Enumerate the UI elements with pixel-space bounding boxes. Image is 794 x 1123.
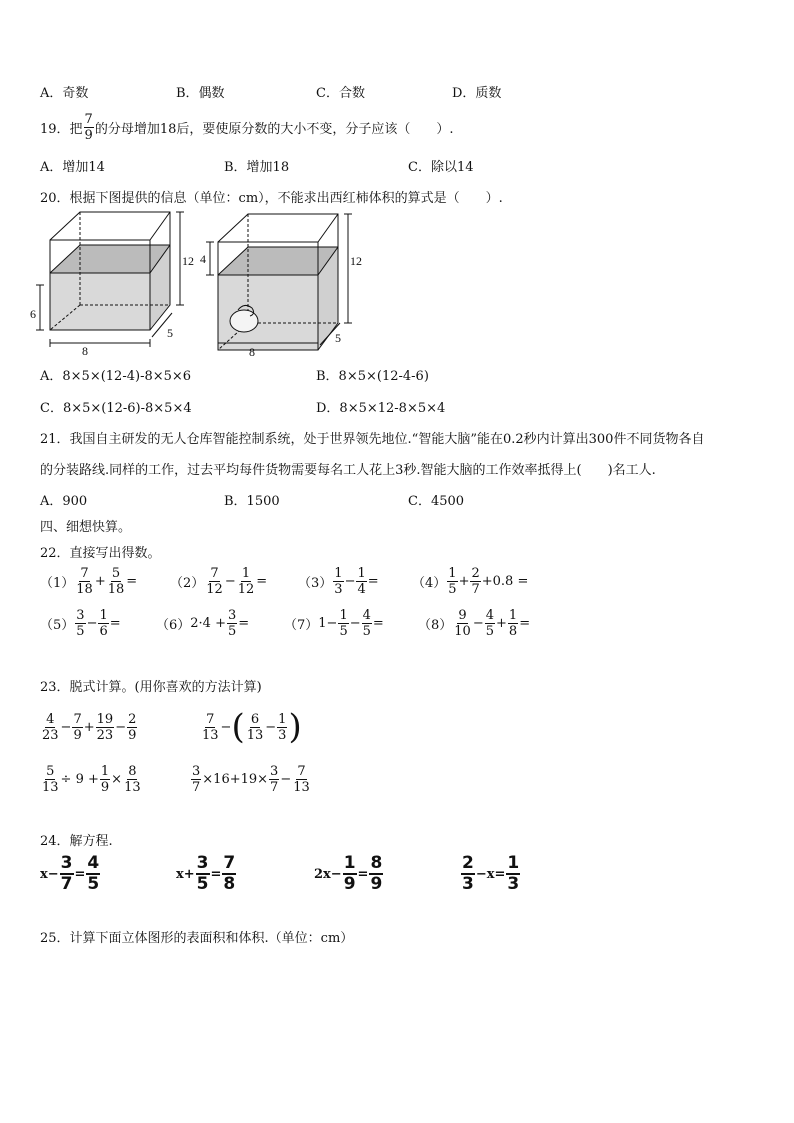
fig2-top-label: 4	[200, 252, 206, 266]
q18-option-d: D．质数	[452, 86, 502, 101]
q23-expr-d: $\frac{3}{7}$ ×16+19× $\frac{3}{7}$ − $\frac{7}{13}$	[192, 764, 310, 795]
q24-equation-a: x− $\frac{3}{7}$ = $\frac{4}{5}$	[40, 853, 100, 894]
q23-stem: 23．脱式计算。(用你喜欢的方法计算)	[40, 680, 262, 695]
section-heading: 四、细想快算。	[40, 520, 132, 535]
q18-option-b: B．偶数	[176, 86, 225, 101]
q19-option-a: A．增加14	[40, 160, 105, 175]
q21-option-c: C．4500	[408, 494, 465, 509]
q22-expr-6: （6） 2·4 + $\frac{3}{5}$ =	[156, 608, 250, 639]
q22-expr-2: （2） $\frac{7}{12}$ − $\frac{1}{12}$ =	[170, 566, 268, 597]
q22-expr-5: （5） $\frac{3}{5}$ − $\frac{1}{6}$ =	[40, 608, 121, 639]
q18-option-c: C．合数	[316, 86, 365, 101]
q21-option-b: B．1500	[224, 494, 280, 509]
q19-option-c: C．除以14	[408, 160, 474, 175]
fig2-height-label: 12	[350, 254, 362, 268]
fig1-length-label: 8	[82, 344, 88, 358]
q22-stem: 22．直接写出得数。	[40, 546, 161, 561]
q23-expr-a: $\frac{4}{23}$ − $\frac{7}{9}$ + $\frac{19}{23}$ − $\frac{2}{9}$	[42, 712, 137, 743]
q20-option-b: B．8×5×(12-4-6)	[316, 369, 429, 384]
q24-stem: 24．解方程.	[40, 834, 113, 849]
q19-option-b: B．增加18	[224, 160, 290, 175]
fig1-height-label: 12	[182, 254, 194, 268]
q20-option-a: A．8×5×(12-4)-8×5×6	[40, 369, 192, 384]
q22-expr-4: （4） $\frac{1}{5}$ + $\frac{2}{7}$ +0.8 =	[412, 566, 529, 597]
fig1-width-label: 5	[167, 326, 173, 340]
q23-expr-b: $\frac{7}{13}$ − ( $\frac{6}{13}$ − $\frac{1}{3}$ )	[202, 707, 302, 747]
fig1-water-label: 6	[30, 307, 36, 321]
q22-expr-7: （7） 1− $\frac{1}{5}$ − $\frac{4}{5}$ =	[284, 608, 384, 639]
q24-equation-b: x+ $\frac{3}{5}$ = $\frac{7}{8}$	[176, 853, 236, 894]
fig2-width-label: 5	[335, 331, 341, 345]
q20-option-d: D．8×5×12-8×5×4	[316, 401, 446, 416]
q22-expr-3: （3） $\frac{1}{3}$ − $\frac{1}{4}$ =	[298, 566, 379, 597]
q20-option-c: C．8×5×(12-6)-8×5×4	[40, 401, 192, 416]
q24-equation-c: 2x− $\frac{1}{9}$ = $\frac{8}{9}$	[314, 853, 383, 894]
q24-equation-d: $\frac{2}{3}$ −x= $\frac{1}{3}$	[462, 853, 520, 894]
q22-expr-1: （1） $\frac{7}{18}$ + $\frac{5}{18}$ =	[40, 566, 138, 597]
q22-expr-8: （8） $\frac{9}{10}$ − $\frac{4}{5}$ + $\frac{1}{8}$ =	[418, 608, 531, 639]
q23-expr-c: $\frac{5}{13}$ ÷ 9 + $\frac{1}{9}$ × $\frac{8}{13}$	[42, 764, 141, 795]
fraction: $\frac{7}{9}$	[84, 112, 93, 143]
fig2-length-label: 8	[249, 345, 255, 359]
container-figure-2	[200, 205, 360, 360]
q21-line-1: 21．我国自主研发的无人仓库智能控制系统，处于世界领先地位.“智能大脑”能在0.2秒内计算出300件不同货物各自	[40, 432, 705, 447]
q25-stem: 25．计算下面立体图形的表面积和体积.（单位：cm）	[40, 931, 354, 946]
q20-stem: 20．根据下图提供的信息（单位：cm），不能求出西红柿体积的算式是（ ）.	[40, 191, 503, 206]
q21-line-2: 的分装路线.同样的工作，过去平均每件货物需要每名工人花上3秒.智能大脑的工作效率抵得上( )名工人.	[40, 463, 656, 478]
q19-stem: 19．把 $\frac{7}{9}$ 的分母增加18后，要使原分数的大小不变，分子应该（ ）.	[40, 112, 454, 143]
q18-option-a: A．奇数	[40, 86, 89, 101]
q21-option-a: A．900	[40, 494, 88, 509]
container-figure-1	[30, 205, 194, 360]
